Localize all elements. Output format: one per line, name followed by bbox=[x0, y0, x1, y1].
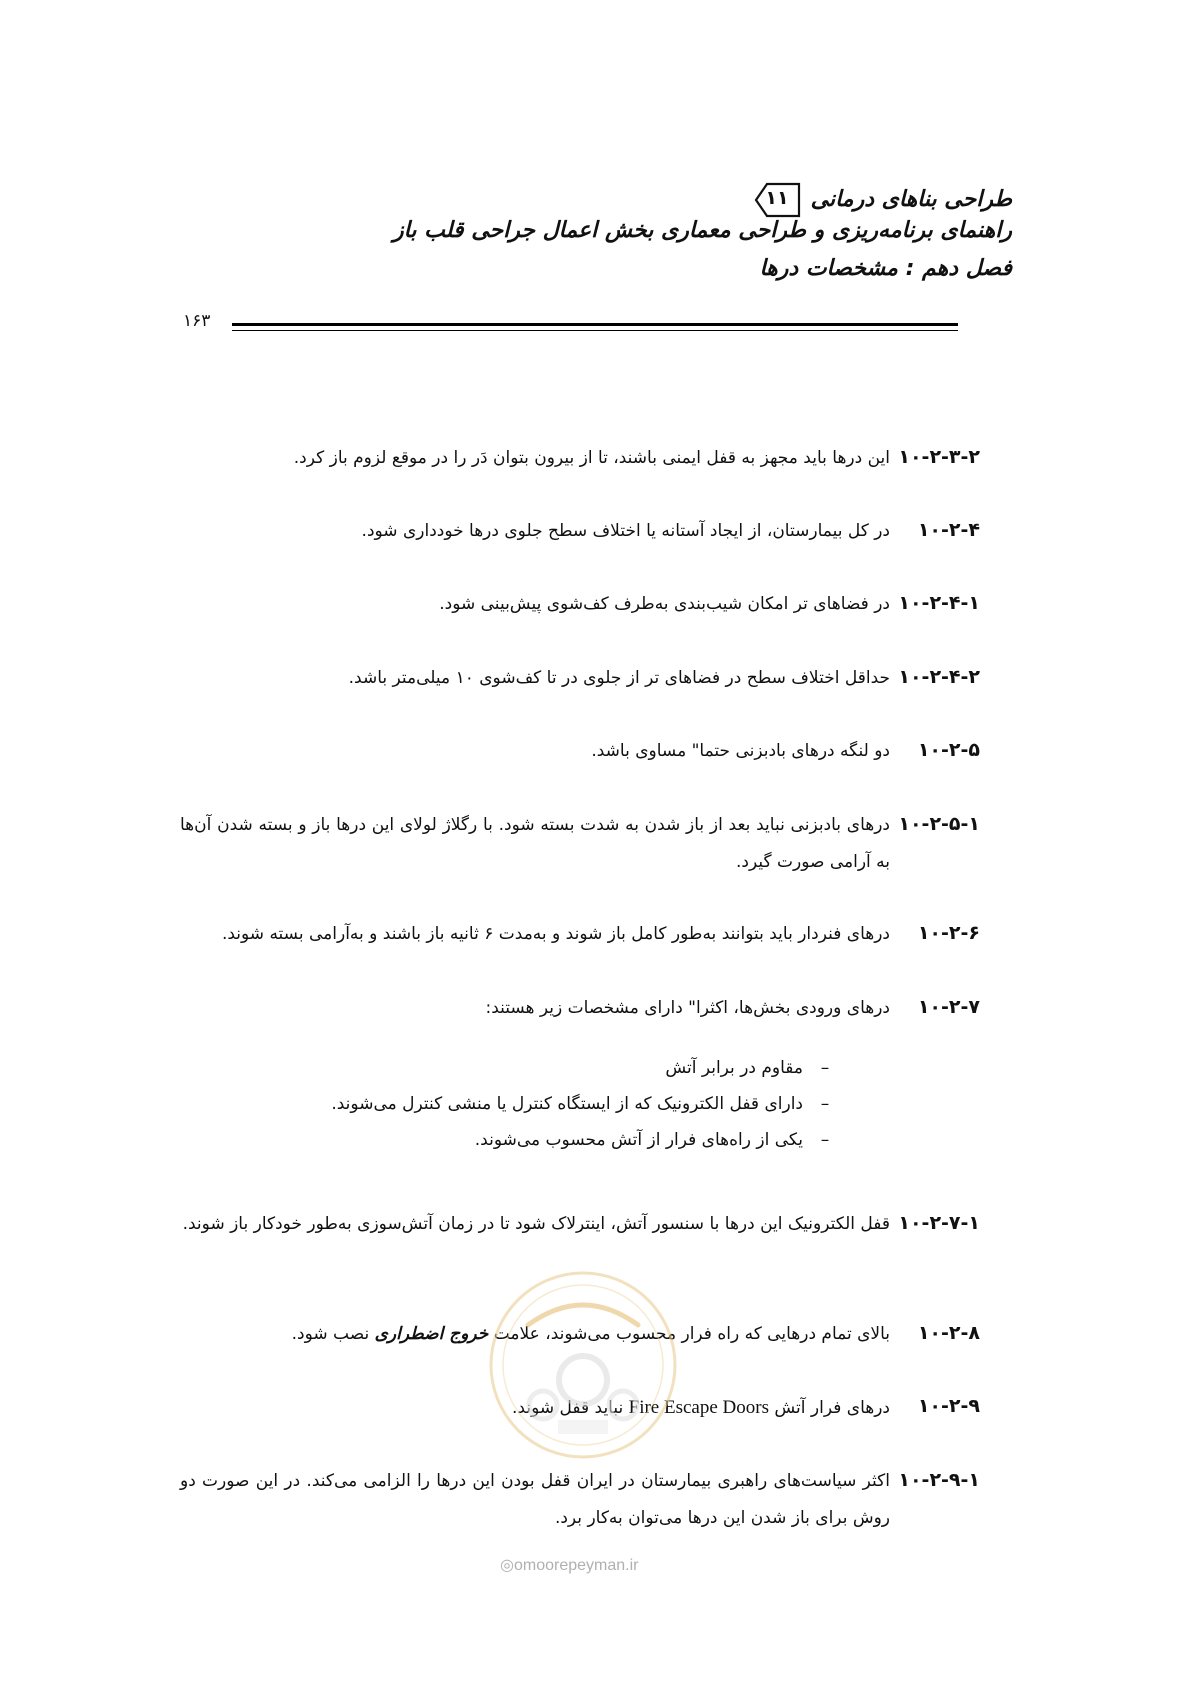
item-number: ۱۰-۲-۹-۱ bbox=[898, 1469, 980, 1491]
bullet-item bbox=[331, 1094, 847, 1114]
header-book-title bbox=[751, 181, 1012, 219]
bullet-item bbox=[475, 1130, 847, 1150]
item-text: درهای بادبزنی نباید بعد از باز شدن به شدت بسته شود. با رگلاژ لولای این درها باز و بسته شدن آن‌ها به آرامی صورت گیرد. bbox=[180, 815, 890, 872]
item-number: ۱۰-۲-۹ bbox=[917, 1395, 980, 1417]
item-number: ۱۰-۲-۵-۱ bbox=[898, 813, 980, 835]
item-text: درهای فنردار باید بتوانند به‌طور کامل باز شوند و به‌مدت ۶ ثانیه باز باشند و به‌آرامی بسته شوند. bbox=[221, 924, 890, 944]
item-number: ۱۰-۲-۶ bbox=[917, 922, 980, 944]
item-number: ۱۰-۲-۳-۲ bbox=[898, 446, 980, 468]
bullet-dash: – bbox=[820, 1130, 830, 1150]
emergency-exit-emphasis: خروج اضطراری bbox=[374, 1324, 489, 1344]
item-text: دو لنگه درهای بادبزنی حتما" مساوی باشد. bbox=[591, 741, 890, 761]
item-text: در فضاهای تر امکان شیب‌بندی به‌طرف کف‌شوی پیش‌بینی شود. bbox=[439, 594, 890, 614]
bullet-text: مقاوم در برابر آتش bbox=[665, 1058, 803, 1078]
book-title: طراحی بناهای درمانی bbox=[810, 187, 1012, 212]
bullet-text: دارای قفل الکترونیک که از ایستگاه کنترل یا منشی کنترل می‌شوند. bbox=[331, 1094, 803, 1114]
bullet-dash: – bbox=[820, 1058, 830, 1078]
item-text-part: درهای فرار آتش bbox=[768, 1398, 890, 1418]
bullet-item bbox=[665, 1058, 847, 1078]
fire-escape-doors-term: Fire Escape Doors bbox=[628, 1397, 769, 1418]
item-number: ۱۰-۲-۵ bbox=[917, 739, 980, 761]
header-guide-title: راهنمای برنامه‌ریزی و طراحی معماری بخش اعمال جراحی قلب باز bbox=[393, 218, 1012, 243]
item-number: ۱۰-۲-۷-۱ bbox=[898, 1212, 980, 1234]
header-rule-thin bbox=[232, 330, 958, 331]
item-text: حداقل اختلاف سطح در فضاهای تر از جلوی در تا کف‌شوی ۱۰ میلی‌متر باشد. bbox=[348, 668, 890, 688]
item-text-part: بالای تمام درهایی که راه فرار محسوب می‌شوند، علامت bbox=[488, 1324, 890, 1344]
header-rule-thick bbox=[232, 323, 958, 326]
item-text-part: نباید قفل شوند. bbox=[512, 1398, 629, 1418]
bullet-list bbox=[331, 1058, 847, 1173]
watermark-logo-icon bbox=[488, 1255, 678, 1485]
item-number: ۱۰-۲-۸ bbox=[917, 1322, 980, 1344]
volume-badge bbox=[753, 181, 801, 219]
bullet-dash: – bbox=[820, 1094, 830, 1114]
page-number: ۱۶۳ bbox=[183, 311, 211, 331]
volume-number: ۱۱ bbox=[765, 187, 789, 209]
item-number: ۱۰-۲-۴ bbox=[917, 519, 980, 541]
item-number: ۱۰-۲-۴-۲ bbox=[898, 666, 980, 688]
item-number: ۱۰-۲-۴-۱ bbox=[898, 592, 980, 614]
item-text-part: نصب شود. bbox=[291, 1324, 375, 1344]
item-text: اکثر سیاست‌های راهبری بیمارستان در ایران قفل بودن این درها را الزامی می‌کند. در این صورت دو روش برای باز شدن این درها می‌توان به‌کار برد. bbox=[180, 1471, 890, 1528]
item-text: درهای ورودی بخش‌ها، اکثرا" دارای مشخصات زیر هستند: bbox=[485, 998, 890, 1018]
item-text: این درها باید مجهز به قفل ایمنی باشند، تا از بیرون بتوان دَر را در موقع لزوم باز کرد. bbox=[293, 448, 890, 468]
bullet-text: یکی از راه‌های فرار از آتش محسوب می‌شوند. bbox=[474, 1130, 803, 1150]
watermark-site: ◎omoorepeyman.ir bbox=[500, 1557, 639, 1574]
header-chapter-title: فصل دهم : مشخصات درها bbox=[759, 256, 1012, 281]
item-text: در کل بیمارستان، از ایجاد آستانه یا اختلاف سطح جلوی درها خودداری شود. bbox=[361, 521, 890, 541]
item-number: ۱۰-۲-۷ bbox=[917, 996, 980, 1018]
item-text: قفل الکترونیک این درها با سنسور آتش، اینترلاک شود تا در زمان آتش‌سوزی به‌طور خودکار باز شوند. bbox=[182, 1214, 890, 1234]
